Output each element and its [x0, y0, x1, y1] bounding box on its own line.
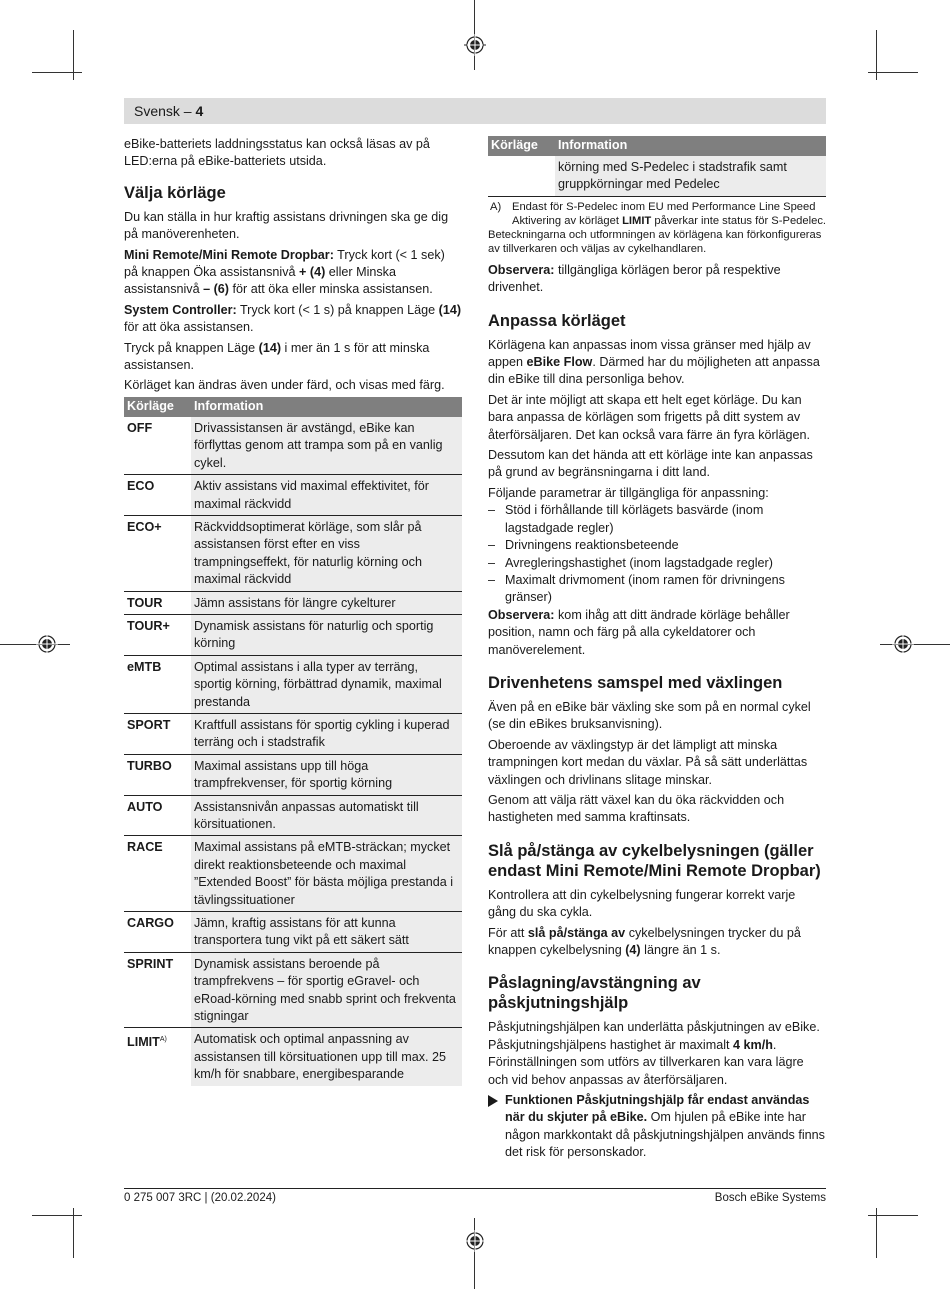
mode-name — [124, 591, 191, 614]
table-row — [124, 836, 462, 912]
table-row — [124, 591, 462, 614]
mode-description: Assistansnivån anpassas automatiskt till körsituationen. — [191, 795, 462, 836]
text: Tryck på knappen Läge — [124, 340, 259, 355]
mode-label: LIMIT — [127, 1035, 160, 1050]
table-row — [124, 417, 462, 475]
bold-text: 4 km/h — [733, 1037, 773, 1052]
mode-description: Automatisk och optimal anpassning av assistansen till körsituationen upp till max. 25 km/h för snabbare, energibesparande — [191, 1028, 462, 1086]
list-item: – Avregleringshastighet (inom lagstadgade regler) — [488, 555, 826, 572]
bold-text: (14) — [258, 340, 282, 355]
bold-text: Observera: — [488, 262, 555, 277]
footnote-ref: A) — [159, 1036, 167, 1044]
mode-name — [124, 795, 191, 836]
text: påverkar inte status för S-Pedelec. — [651, 214, 827, 227]
crop-mark — [0, 644, 70, 645]
parameter-list — [488, 502, 826, 606]
mode-name — [124, 417, 191, 475]
bold-text: – (6) — [203, 282, 230, 297]
mode-label: TURBO — [127, 758, 172, 773]
bold-text: (14) — [438, 302, 462, 317]
text: Tryck kort (< 1 s) på knappen Läge — [236, 302, 439, 317]
bold-text: LIMIT — [622, 214, 652, 227]
paragraph: Även på en eBike bär växling ske som på en normal cykel (se din eBikes bruksanvisning). — [488, 699, 811, 732]
bold-text: + (4) — [299, 265, 326, 280]
paragraph — [124, 247, 462, 299]
table-row — [488, 156, 826, 196]
mode-name — [124, 836, 191, 912]
footnote-marker: A) — [490, 200, 502, 213]
bold-text: Funktionen Påskjutningshjälp får endast användas när du skjuter på eBike. — [505, 1093, 810, 1125]
right-column — [488, 136, 826, 1162]
mode-label: OFF — [127, 420, 153, 435]
paragraph: Det är inte möjligt att skapa ett helt eget körläge. Du kan bara anpassa de körlägen som frigetts på ditt system av återförsäljaren. Det kan också vara färre än fyra körlägen. — [488, 392, 810, 442]
bold-text: Observera: — [488, 607, 555, 622]
page-header — [124, 98, 826, 124]
section-title: Välja körläge — [124, 183, 226, 202]
text: eller Minska assistansnivå — [124, 265, 396, 297]
section-title: Slå på/stänga av cykelbelysningen (gäller endast Mini Remote/Mini Remote Dropbar) — [488, 841, 821, 880]
text: . Därmed har du möjligheten att anpassa din eBike till dina personliga behov. — [488, 355, 820, 387]
section-title: Drivenhetens samspel med växlingen — [488, 673, 783, 692]
text: för att öka eller minska assistansen. — [229, 282, 433, 297]
text: kom ihåg att ditt ändrade körläge behåller position, namn och färg på alla cykeldatorer och manöverelement. — [488, 607, 790, 657]
text: Om hjulen på eBike inte har någon markkontakt då påskjutningshjälpen används finns det risk för personskador. — [505, 1110, 825, 1160]
table-row — [124, 515, 462, 591]
left-column — [124, 136, 462, 1086]
paragraph — [488, 337, 826, 389]
mode-name — [124, 912, 191, 953]
text: Tryck kort (< 1 sek) på knappen Öka assistansnivå — [124, 247, 445, 280]
registration-mark-icon — [892, 633, 914, 655]
table-row — [124, 614, 462, 655]
crop-mark — [868, 1215, 918, 1216]
paragraph: Du kan ställa in hur kraftig assistans drivningen ska ge dig på manöverenheten. — [124, 209, 449, 242]
table-row — [124, 655, 462, 713]
mode-description: Kraftfull assistans för sportig cykling i kuperad terräng och i stadstrafik — [191, 713, 462, 754]
paragraph — [124, 302, 462, 337]
table-row — [124, 475, 462, 516]
crop-mark — [32, 1215, 82, 1216]
bold-text: (4) — [625, 943, 641, 957]
mode-description: Drivassistansen är avstängd, eBike kan förflyttas genom att trampa som på en vanlig cykel. — [191, 417, 462, 475]
mode-description: körning med S-Pedelec i stadstrafik samt gruppkörningar med Pedelec — [555, 156, 826, 196]
mode-label: SPRINT — [127, 956, 174, 971]
list-item: – Maximalt drivmoment (inom ramen för drivningens gränser) — [488, 572, 826, 607]
mode-name — [124, 655, 191, 713]
mode-name — [124, 952, 191, 1028]
table-row — [124, 952, 462, 1028]
registration-mark-icon — [464, 1230, 486, 1252]
table-header: Körläge — [488, 136, 555, 156]
section-title: Påslagning/avstängning av påskjutningshjälp — [488, 974, 701, 1013]
mode-description: Jämn assistans för längre cykelturer — [191, 591, 462, 614]
section-title: Anpassa körläget — [488, 311, 626, 330]
table-row — [124, 754, 462, 795]
warning-block — [488, 1092, 826, 1162]
crop-mark — [880, 644, 950, 645]
paragraph: Dessutom kan det hända att ett körläge inte kan anpassas på grund av begränsningarna i ditt land. — [488, 448, 813, 480]
mode-label: eMTB — [127, 659, 162, 674]
registration-mark-icon — [464, 34, 486, 56]
table-row — [124, 912, 462, 953]
page-number: 4 — [195, 103, 204, 119]
mode-name — [488, 156, 555, 196]
mode-label: AUTO — [127, 799, 163, 814]
mode-name — [124, 754, 191, 795]
text: För att — [488, 925, 528, 940]
table-row — [124, 713, 462, 754]
bold-text: Mini Remote/Mini Remote Dropbar: — [124, 247, 334, 262]
text: . Förinställningen som utförs av tillverkaren kan vara lägre och vid behov anpassas av återförsäljaren. — [488, 1037, 804, 1087]
paragraph: Kontrollera att din cykelbelysning fungerar korrekt varje gång du ska cykla. — [488, 887, 796, 920]
mode-name — [124, 515, 191, 591]
paragraph: Följande parametrar är tillgängliga för anpassning: — [488, 485, 769, 500]
bold-text: eBike Flow — [526, 355, 593, 370]
text: för att öka assistansen. — [124, 320, 254, 335]
crop-mark — [868, 72, 918, 73]
text: Körlägena kan anpassas inom vissa gränser med hjälp av appen — [488, 337, 811, 370]
paragraph — [124, 340, 462, 375]
mode-table — [124, 397, 462, 1086]
mode-label: TOUR+ — [127, 618, 170, 633]
note — [488, 262, 826, 297]
crop-mark — [32, 72, 82, 73]
arrow-right-icon — [488, 1092, 499, 1112]
list-item: – Drivningens reaktionsbeteende — [488, 537, 826, 554]
table-header-row — [488, 136, 826, 156]
mode-label: ECO — [127, 479, 155, 494]
footer-doc-number: 0 275 007 3RC | (20.02.2024) — [124, 1192, 276, 1204]
table-header: Information — [555, 136, 826, 156]
text: cykelbelysningen trycker du på knappen cykelbelysning — [488, 925, 801, 957]
mode-description: Räckviddsoptimerat körläge, som slår på assistansen först efter en viss trampningseffekt, för naturlig körning och maximal räckvidd — [191, 515, 462, 591]
mode-description: Maximal assistans på eMTB-sträckan; mycket direkt reaktionsbeteende och maximal ”Extended Boost” för bästa möjliga prestanda i tävlingssituationer — [191, 836, 462, 912]
mode-name — [124, 614, 191, 655]
note — [488, 607, 826, 659]
mode-description: Aktiv assistans vid maximal effektivitet, för maximal räckvidd — [191, 475, 462, 516]
table-header: Körläge — [124, 397, 191, 417]
mode-description: Optimal assistans i alla typer av terräng, sportig körning, förbättrad dynamik, maximal prestanda — [191, 655, 462, 713]
page-language: Svensk – — [134, 103, 196, 119]
mode-label: RACE — [127, 840, 163, 855]
table-row — [124, 795, 462, 836]
footnote — [488, 200, 826, 228]
table-header-row — [124, 397, 462, 417]
mode-description: Jämn, kraftig assistans för att kunna transportera tung vikt på ett säkert sätt — [191, 912, 462, 953]
text: i mer än 1 s för att minska assistansen. — [124, 340, 430, 373]
mode-description: Dynamisk assistans för naturlig och sportig körning — [191, 614, 462, 655]
paragraph — [488, 925, 826, 960]
paragraph: Oberoende av växlingstyp är det lämpligt att minska trampningen kort medan du växlar. På så sätt underlättas växlingen och drivlinans slitage minskar. — [488, 737, 808, 787]
mode-description: Dynamisk assistans beroende på trampfrekvens – för sportig eGravel- och eRoad-körning med snabb sprint och frekventa stigningar — [191, 952, 462, 1028]
paragraph: Genom att välja rätt växel kan du öka räckvidden och hastigheten med samma kraftinsats. — [488, 792, 785, 825]
mode-name — [124, 475, 191, 516]
mode-label: ECO+ — [127, 519, 162, 534]
text: Påskjutningshjälpen kan underlätta påskjutningen av eBike. Påskjutningshjälpens hastighet är maximalt — [488, 1020, 820, 1052]
footer-divider — [124, 1188, 826, 1189]
mode-table-continued — [488, 136, 826, 197]
intro-text: eBike-batteriets laddningsstatus kan också läsas av på LED:erna på eBike-batteriets utsida. — [124, 137, 430, 169]
registration-mark-icon — [36, 633, 58, 655]
bold-text: slå på/stänga av — [527, 925, 626, 940]
footer-brand: Bosch eBike Systems — [714, 1192, 826, 1204]
footnote: Beteckningarna och utformningen av körlägena kan förkonfigureras av tillverkaren och väljas av cykelhandlaren. — [488, 228, 822, 255]
table-row — [124, 1028, 462, 1086]
paragraph — [488, 1019, 826, 1089]
bold-text: System Controller: — [124, 302, 237, 317]
text: tillgängliga körlägen beror på respektive drivenhet. — [488, 262, 781, 295]
table-header: Information — [191, 397, 462, 417]
mode-label: CARGO — [127, 916, 174, 931]
text: längre än 1 s. — [640, 943, 721, 957]
mode-label: SPORT — [127, 717, 171, 732]
mode-description: Maximal assistans upp till höga trampfrekvenser, för sportig körning — [191, 754, 462, 795]
mode-name — [124, 1028, 191, 1086]
page-label — [134, 103, 203, 119]
mode-name — [124, 713, 191, 754]
text: Endast för S-Pedelec inom EU med Performance Line Speed Aktivering av körläget — [512, 200, 816, 227]
paragraph: Körläget kan ändras även under färd, och visas med färg. — [124, 378, 445, 393]
list-item: – Stöd i förhållande till körlägets basvärde (inom lagstadgade regler) — [488, 502, 826, 537]
crop-mark — [474, 1218, 475, 1289]
mode-label: TOUR — [127, 595, 163, 610]
